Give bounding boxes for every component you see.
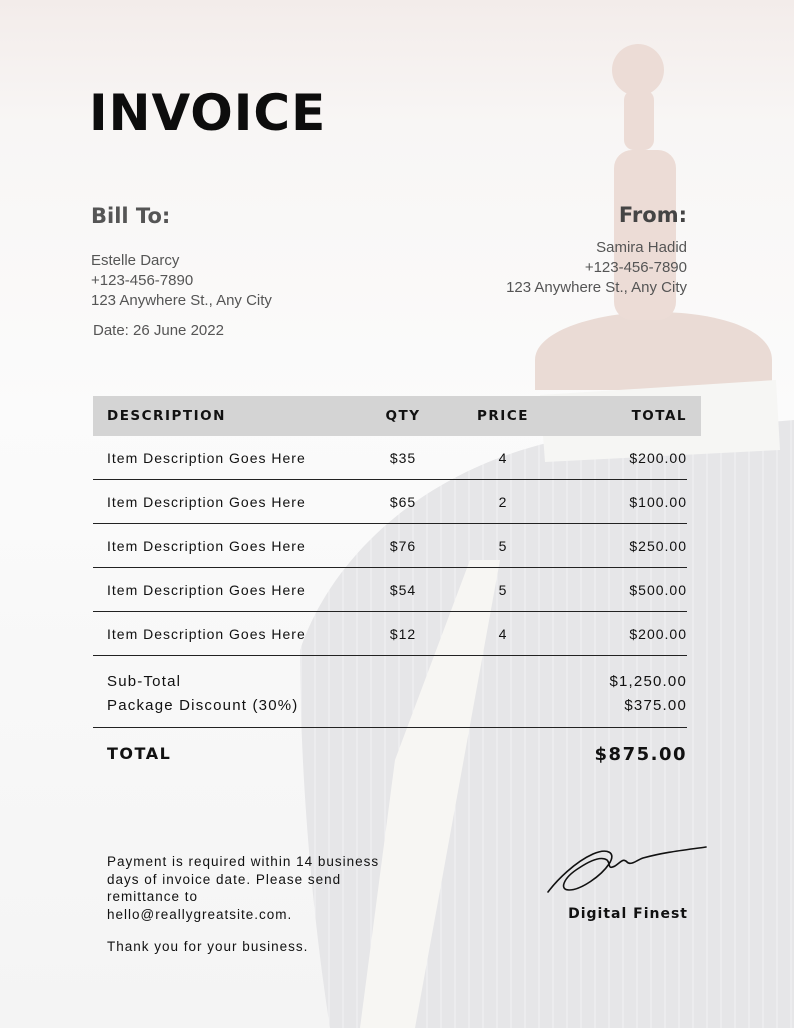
signature-image bbox=[545, 840, 710, 898]
table-row bbox=[93, 524, 687, 568]
payment-email: hello@reallygreatsite.com. bbox=[107, 906, 293, 922]
discount-value: $375.00 bbox=[624, 697, 687, 714]
subtotal-label: Sub-Total bbox=[107, 673, 182, 690]
table-row bbox=[93, 436, 687, 480]
from-heading: From: bbox=[618, 203, 687, 227]
grand-total-label: TOTAL bbox=[107, 744, 172, 763]
row-price: 5 bbox=[498, 537, 508, 554]
row-total: $100.00 bbox=[629, 493, 687, 510]
row-qty: $35 bbox=[389, 449, 417, 466]
row-price: 4 bbox=[498, 449, 508, 466]
bill-to-name: Estelle Darcy bbox=[91, 252, 180, 269]
subtotal-row bbox=[107, 670, 687, 694]
payment-note bbox=[107, 853, 407, 923]
row-price: 2 bbox=[498, 493, 508, 510]
from-block bbox=[506, 238, 687, 298]
invoice-date: Date: 26 June 2022 bbox=[93, 322, 224, 339]
table-row bbox=[93, 612, 687, 656]
subtotal-value: $1,250.00 bbox=[609, 673, 687, 690]
table-row bbox=[93, 568, 687, 612]
grand-total-row bbox=[107, 744, 687, 765]
row-qty: $54 bbox=[389, 581, 417, 598]
grand-total-value: $875.00 bbox=[594, 744, 687, 765]
row-total: $250.00 bbox=[629, 537, 687, 554]
summary-block bbox=[107, 670, 687, 718]
discount-row bbox=[107, 694, 687, 718]
payment-note-line: days of invoice date. Please send bbox=[107, 871, 342, 887]
row-description: Item Description Goes Here bbox=[107, 581, 306, 598]
items-table bbox=[93, 396, 701, 656]
bill-to-phone: +123-456-7890 bbox=[91, 272, 194, 289]
summary-divider bbox=[93, 727, 687, 728]
from-phone: +123-456-7890 bbox=[584, 259, 687, 276]
table-header bbox=[93, 396, 701, 436]
header-description: DESCRIPTION bbox=[107, 408, 226, 424]
thank-you-note: Thank you for your business. bbox=[107, 939, 309, 954]
header-qty: QTY bbox=[385, 408, 421, 424]
row-description: Item Description Goes Here bbox=[107, 625, 306, 642]
header-total: TOTAL bbox=[631, 408, 687, 424]
bill-to-heading: Bill To: bbox=[91, 204, 171, 228]
table-row bbox=[93, 480, 687, 524]
from-address: 123 Anywhere St., Any City bbox=[506, 279, 687, 296]
row-qty: $76 bbox=[389, 537, 417, 554]
payment-note-line: remittance to bbox=[107, 889, 199, 904]
row-price: 4 bbox=[498, 625, 508, 642]
row-total: $200.00 bbox=[629, 625, 687, 642]
row-description: Item Description Goes Here bbox=[107, 493, 306, 510]
row-qty: $12 bbox=[389, 625, 417, 642]
row-total: $500.00 bbox=[629, 581, 687, 598]
from-name: Samira Hadid bbox=[596, 239, 687, 256]
row-description: Item Description Goes Here bbox=[107, 537, 306, 554]
row-total: $200.00 bbox=[629, 449, 687, 466]
row-price: 5 bbox=[498, 581, 508, 598]
discount-label: Package Discount (30%) bbox=[107, 697, 299, 714]
header-price: PRICE bbox=[477, 408, 529, 424]
payment-note-line: Payment is required within 14 business bbox=[107, 854, 380, 869]
bill-to-address: 123 Anywhere St., Any City bbox=[91, 292, 272, 309]
row-qty: $65 bbox=[389, 493, 417, 510]
row-description: Item Description Goes Here bbox=[107, 449, 306, 466]
page-title: INVOICE bbox=[89, 84, 327, 142]
company-name: Digital Finest bbox=[568, 906, 688, 922]
bill-to-block bbox=[91, 251, 272, 311]
